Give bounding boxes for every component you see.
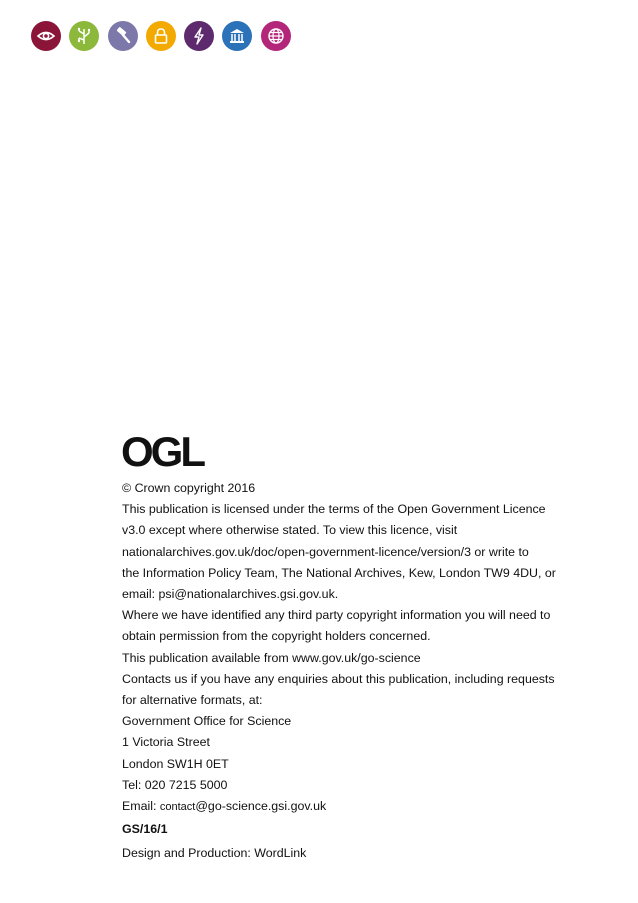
licence-line-8: obtain permission from the copyright holders concerned. xyxy=(122,629,431,644)
ogl-logo xyxy=(121,432,209,475)
address-tel: Tel: 020 7215 5000 xyxy=(122,777,228,792)
ogl-logo-text: OGL xyxy=(121,432,203,470)
licence-line-2: This publication is licensed under the terms of the Open Government Licence xyxy=(122,502,546,517)
lightning-icon xyxy=(184,21,214,51)
globe-icon xyxy=(261,21,291,51)
address-city: London SW1H 0ET xyxy=(122,756,229,771)
institution-icon xyxy=(222,21,252,51)
email-domain: @go-science.gsi.gov.uk xyxy=(195,799,327,814)
licence-line-4: nationalarchives.gov.uk/doc/open-government-licence/version/3 or write to xyxy=(122,544,529,559)
licence-line-7: Where we have identified any third party copyright information you will need to xyxy=(122,608,551,623)
hammer-icon xyxy=(108,21,138,51)
theme-icon-row xyxy=(31,21,299,51)
copyright-line: © Crown copyright 2016 xyxy=(122,481,256,495)
address-street: 1 Victoria Street xyxy=(122,735,210,750)
address-email xyxy=(122,796,592,818)
padlock-icon xyxy=(146,21,176,51)
circuit-tree-icon xyxy=(69,21,99,51)
licence-line-3: v3.0 except where otherwise stated. To view this licence, visit xyxy=(122,523,458,538)
eye-icon xyxy=(31,21,61,51)
licence-line-5: the Information Policy Team, The National Archives, Kew, London TW9 4DU, or xyxy=(122,565,556,580)
licence-line-10: Contacts us if you have any enquiries about this publication, including requests xyxy=(122,671,555,686)
licence-line-9: This publication available from www.gov.uk/go-science xyxy=(122,650,421,665)
email-label: Email: xyxy=(122,799,160,814)
licence-line-11: for alternative formats, at: xyxy=(122,693,263,708)
licence-line-6: email: psi@nationalarchives.gsi.gov.uk. xyxy=(122,587,339,602)
address-org: Government Office for Science xyxy=(122,714,292,729)
design-credit: Design and Production: WordLink xyxy=(122,846,307,860)
email-local: contact xyxy=(159,801,196,814)
publication-code: GS/16/1 xyxy=(122,822,168,836)
licence-text-block xyxy=(122,478,592,818)
